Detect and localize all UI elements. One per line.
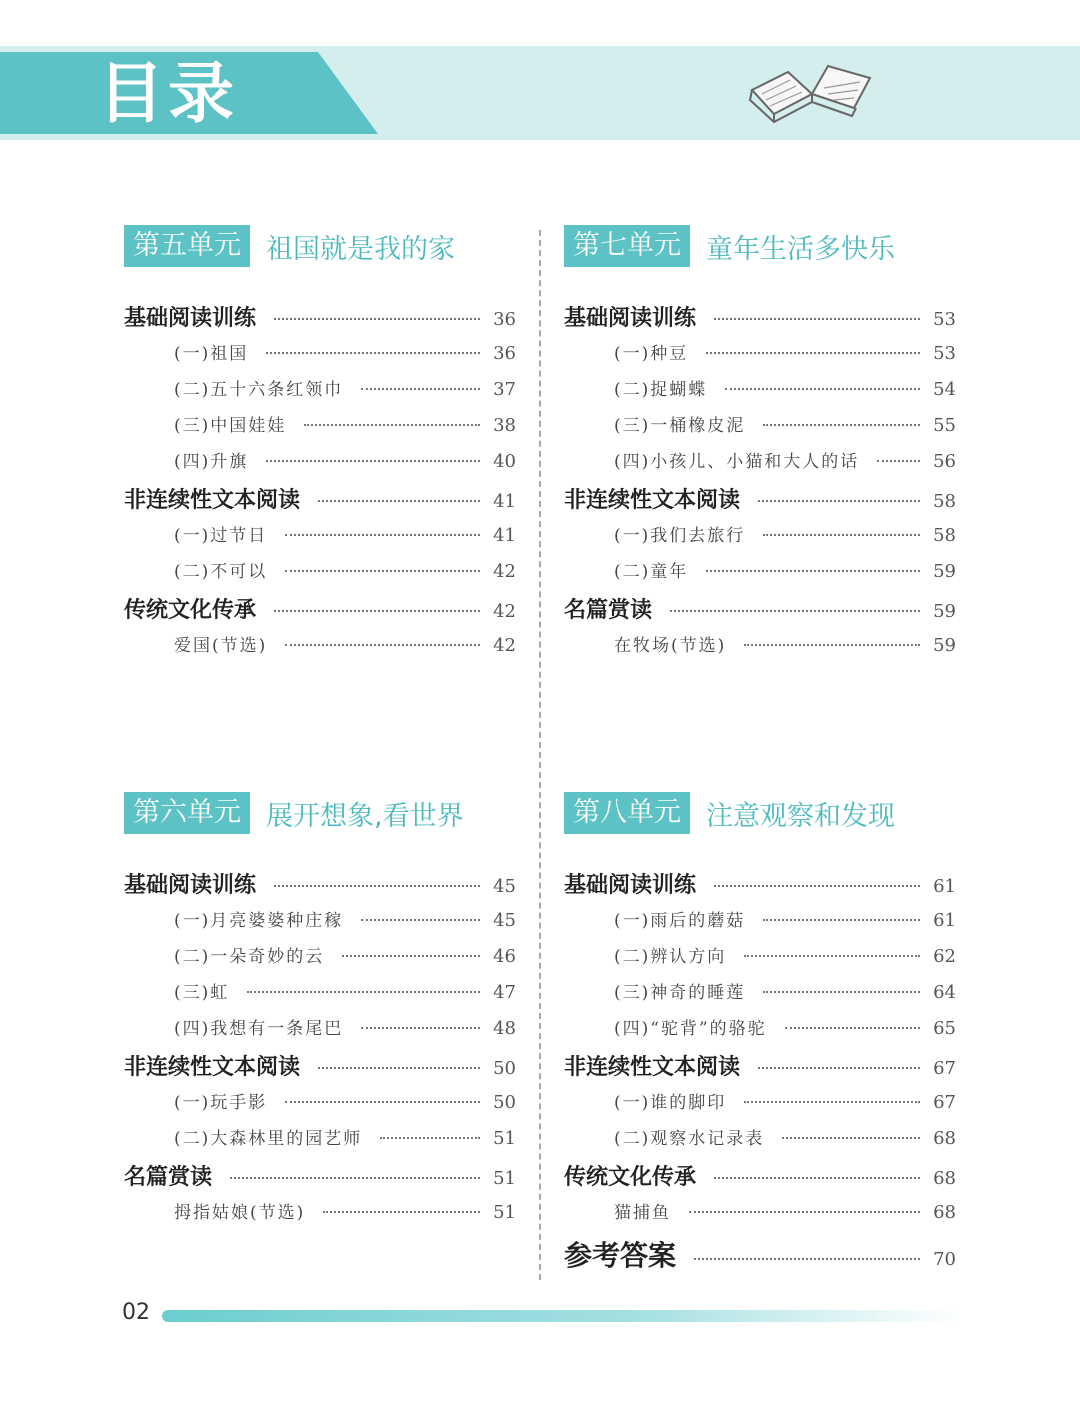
unit-title: 童年生活多快乐 (706, 233, 895, 265)
dot-leader (274, 610, 480, 612)
dot-leader (706, 352, 920, 354)
toc-page-number: 51 (493, 1168, 516, 1189)
dot-leader (744, 644, 920, 646)
dot-leader (274, 885, 480, 887)
dot-leader (361, 919, 480, 921)
unit-badge: 第六单元 (124, 792, 250, 834)
dot-leader (361, 388, 480, 390)
toc-page-number: 61 (933, 910, 956, 931)
dot-leader (266, 460, 480, 462)
toc-entry-label: 猫捕鱼 (614, 1203, 671, 1223)
toc-sub-entry[interactable] (564, 631, 956, 667)
toc-sub-entry[interactable] (564, 557, 956, 593)
toc-entry-label: 非连续性文本阅读 (564, 487, 741, 513)
dot-leader (782, 1137, 920, 1139)
dot-leader (361, 1027, 480, 1029)
page-number: 02 (122, 1300, 150, 1325)
toc-sub-entry[interactable] (564, 1124, 956, 1160)
toc-sub-entry[interactable] (124, 1014, 516, 1050)
dot-leader (785, 1027, 920, 1029)
toc-entry-label: 基础阅读训练 (124, 872, 257, 898)
toc-entry-label: (一)我们去旅行 (614, 526, 746, 546)
toc-page-number: 45 (493, 910, 516, 931)
dot-leader (304, 424, 480, 426)
toc-sub-entry[interactable] (564, 447, 956, 483)
dot-leader (877, 460, 920, 462)
dot-leader (285, 644, 480, 646)
toc-sub-entry[interactable] (124, 339, 516, 375)
toc-entry-label: 非连续性文本阅读 (564, 1054, 741, 1080)
toc-page-number: 58 (933, 525, 956, 546)
toc-page-number: 51 (493, 1128, 516, 1149)
toc-entry-label: 传统文化传承 (124, 597, 257, 623)
dot-leader (744, 955, 920, 957)
toc-entry-label: 非连续性文本阅读 (124, 1054, 301, 1080)
toc-entry-label: (四)升旗 (174, 452, 249, 472)
toc-sub-entry[interactable] (564, 1198, 956, 1234)
dot-leader (763, 919, 920, 921)
toc-sub-entry[interactable] (564, 1088, 956, 1124)
toc-page-number: 47 (493, 982, 516, 1003)
toc-page-number: 41 (493, 525, 516, 546)
toc-section-entry[interactable] (124, 1050, 516, 1088)
toc-entry-list (564, 868, 956, 1280)
toc-page-number: 42 (493, 601, 516, 622)
toc-page-number: 65 (933, 1018, 956, 1039)
toc-entry-label: 在牧场(节选) (614, 636, 727, 656)
toc-sub-entry[interactable] (124, 521, 516, 557)
toc-entry-label: 爱国(节选) (174, 636, 268, 656)
toc-sub-entry[interactable] (124, 1124, 516, 1160)
toc-sub-entry[interactable] (124, 978, 516, 1014)
toc-entry-label: 基础阅读训练 (124, 305, 257, 331)
toc-page-number: 42 (493, 635, 516, 656)
dot-leader (714, 1177, 920, 1179)
toc-entry-label: (一)种豆 (614, 344, 689, 364)
dot-leader (247, 991, 480, 993)
toc-entry-label: (一)祖国 (174, 344, 249, 364)
toc-entry-label: (四)“驼背”的骆驼 (614, 1019, 767, 1039)
unit-section (124, 225, 516, 667)
toc-section-entry[interactable] (124, 301, 516, 339)
toc-section-entry[interactable] (564, 1050, 956, 1088)
toc-entry-label: (二)大森林里的园艺师 (174, 1129, 363, 1149)
dot-leader (285, 534, 480, 536)
toc-page-number: 59 (933, 635, 956, 656)
unit-section (564, 792, 956, 1280)
toc-section-entry[interactable] (564, 301, 956, 339)
dot-leader (758, 1067, 920, 1069)
dot-leader (694, 1258, 920, 1260)
toc-entry-label: (三)神奇的睡莲 (614, 983, 746, 1003)
toc-entry-label: 传统文化传承 (564, 1164, 697, 1190)
toc-page-number: 67 (933, 1092, 956, 1113)
toc-section-entry[interactable] (564, 593, 956, 631)
toc-page-number: 64 (933, 982, 956, 1003)
toc-page-number: 53 (933, 309, 956, 330)
toc-page-number: 70 (933, 1249, 956, 1270)
toc-page-number: 59 (933, 601, 956, 622)
toc-entry-list (564, 301, 956, 667)
toc-page-number: 55 (933, 415, 956, 436)
toc-page-number: 36 (493, 343, 516, 364)
toc-entry-label: 非连续性文本阅读 (124, 487, 301, 513)
toc-entry-label: (四)小孩儿、小猫和大人的话 (614, 452, 860, 472)
dot-leader (714, 885, 920, 887)
toc-section-entry[interactable] (124, 868, 516, 906)
unit-header (564, 792, 956, 834)
toc-sub-entry[interactable] (124, 1088, 516, 1124)
toc-entry-label: (二)观察水记录表 (614, 1129, 765, 1149)
dot-leader (763, 534, 920, 536)
toc-sub-entry[interactable] (124, 447, 516, 483)
toc-entry-label: (二)不可以 (174, 562, 268, 582)
toc-entry-label: 名篇赏读 (124, 1164, 213, 1190)
dot-leader (323, 1211, 480, 1213)
toc-section-entry[interactable] (124, 1160, 516, 1198)
toc-page-number: 68 (933, 1128, 956, 1149)
toc-entry-label: (三)一桶橡皮泥 (614, 416, 746, 436)
toc-entry-list (124, 868, 516, 1234)
unit-section (564, 225, 956, 667)
dot-leader (763, 991, 920, 993)
toc-entry-label: (三)中国娃娃 (174, 416, 287, 436)
toc-page-number: 59 (933, 561, 956, 582)
dot-leader (670, 610, 920, 612)
toc-entry-label: (四)我想有一条尾巴 (174, 1019, 344, 1039)
unit-badge: 第八单元 (564, 792, 690, 834)
toc-sub-entry[interactable] (124, 906, 516, 942)
toc-page-number: 45 (493, 876, 516, 897)
toc-section-entry[interactable] (124, 593, 516, 631)
dot-leader (725, 388, 920, 390)
toc-page-number: 41 (493, 491, 516, 512)
dot-leader (230, 1177, 480, 1179)
dot-leader (763, 424, 920, 426)
toc-page-number: 68 (933, 1168, 956, 1189)
toc-page-number: 50 (493, 1092, 516, 1113)
toc-section-entry[interactable] (564, 1234, 956, 1280)
toc-entry-label: (二)捉蝴蝶 (614, 380, 708, 400)
toc-page-number: 68 (933, 1202, 956, 1223)
toc-entry-label: (一)谁的脚印 (614, 1093, 727, 1113)
toc-section-entry[interactable] (564, 483, 956, 521)
toc-page-number: 48 (493, 1018, 516, 1039)
dot-leader (744, 1101, 920, 1103)
toc-sub-entry[interactable] (124, 942, 516, 978)
toc-sub-entry[interactable] (564, 942, 956, 978)
toc-entry-label: 名篇赏读 (564, 597, 653, 623)
toc-sub-entry[interactable] (564, 906, 956, 942)
toc-page-number: 58 (933, 491, 956, 512)
toc-page-number: 37 (493, 379, 516, 400)
toc-sub-entry[interactable] (564, 978, 956, 1014)
toc-page-number: 42 (493, 561, 516, 582)
toc-page-number: 54 (933, 379, 956, 400)
toc-page-number: 40 (493, 451, 516, 472)
toc-sub-entry[interactable] (564, 375, 956, 411)
toc-entry-list (124, 301, 516, 667)
dot-leader (380, 1137, 480, 1139)
toc-entry-label: 拇指姑娘(节选) (174, 1203, 306, 1223)
toc-page-number: 38 (493, 415, 516, 436)
toc-entry-label: (二)童年 (614, 562, 689, 582)
toc-sub-entry[interactable] (564, 1014, 956, 1050)
dot-leader (266, 352, 480, 354)
toc-entry-label: 基础阅读训练 (564, 305, 697, 331)
unit-title: 注意观察和发现 (706, 800, 895, 832)
dot-leader (285, 570, 480, 572)
dot-leader (706, 570, 920, 572)
unit-badge: 第七单元 (564, 225, 690, 267)
toc-sub-entry[interactable] (564, 411, 956, 447)
toc-entry-label: (一)过节日 (174, 526, 268, 546)
toc-sub-entry[interactable] (564, 339, 956, 375)
toc-page-number: 62 (933, 946, 956, 967)
footer-bar (162, 1310, 962, 1322)
toc-section-entry[interactable] (564, 1160, 956, 1198)
dot-leader (274, 318, 480, 320)
page-title: 目录 (98, 55, 238, 132)
toc-sub-entry[interactable] (564, 521, 956, 557)
toc-page-number: 50 (493, 1058, 516, 1079)
toc-page-number: 36 (493, 309, 516, 330)
toc-entry-label: (一)玩手影 (174, 1093, 268, 1113)
open-book-icon (744, 60, 878, 132)
dot-leader (318, 1067, 480, 1069)
toc-page-number: 46 (493, 946, 516, 967)
toc-section-entry[interactable] (124, 483, 516, 521)
unit-header (564, 225, 956, 267)
unit-header (124, 792, 516, 834)
unit-header (124, 225, 516, 267)
toc-entry-label: (三)虹 (174, 983, 230, 1003)
dot-leader (689, 1211, 920, 1213)
toc-page-number: 67 (933, 1058, 956, 1079)
dot-leader (285, 1101, 480, 1103)
dot-leader (342, 955, 480, 957)
toc-entry-label: (二)辨认方向 (614, 947, 727, 967)
dot-leader (758, 500, 920, 502)
toc-page-number: 51 (493, 1202, 516, 1223)
unit-title: 祖国就是我的家 (266, 233, 455, 265)
toc-sub-entry[interactable] (124, 557, 516, 593)
toc-sub-entry[interactable] (124, 375, 516, 411)
dot-leader (318, 500, 480, 502)
toc-entry-label: (二)一朵奇妙的云 (174, 947, 325, 967)
toc-page-number: 53 (933, 343, 956, 364)
toc-entry-label: (一)月亮婆婆种庄稼 (174, 911, 344, 931)
toc-section-entry[interactable] (564, 868, 956, 906)
dot-leader (714, 318, 920, 320)
toc-entry-label: 基础阅读训练 (564, 872, 697, 898)
toc-sub-entry[interactable] (124, 411, 516, 447)
column-divider (539, 230, 541, 1280)
toc-entry-label: (二)五十六条红领巾 (174, 380, 344, 400)
toc-sub-entry[interactable] (124, 1198, 516, 1234)
toc-entry-label: 参考答案 (564, 1239, 677, 1272)
toc-page-number: 61 (933, 876, 956, 897)
toc-sub-entry[interactable] (124, 631, 516, 667)
unit-section (124, 792, 516, 1234)
toc-entry-label: (一)雨后的蘑菇 (614, 911, 746, 931)
unit-badge: 第五单元 (124, 225, 250, 267)
unit-title: 展开想象,看世界 (266, 800, 464, 832)
toc-page-number: 56 (933, 451, 956, 472)
